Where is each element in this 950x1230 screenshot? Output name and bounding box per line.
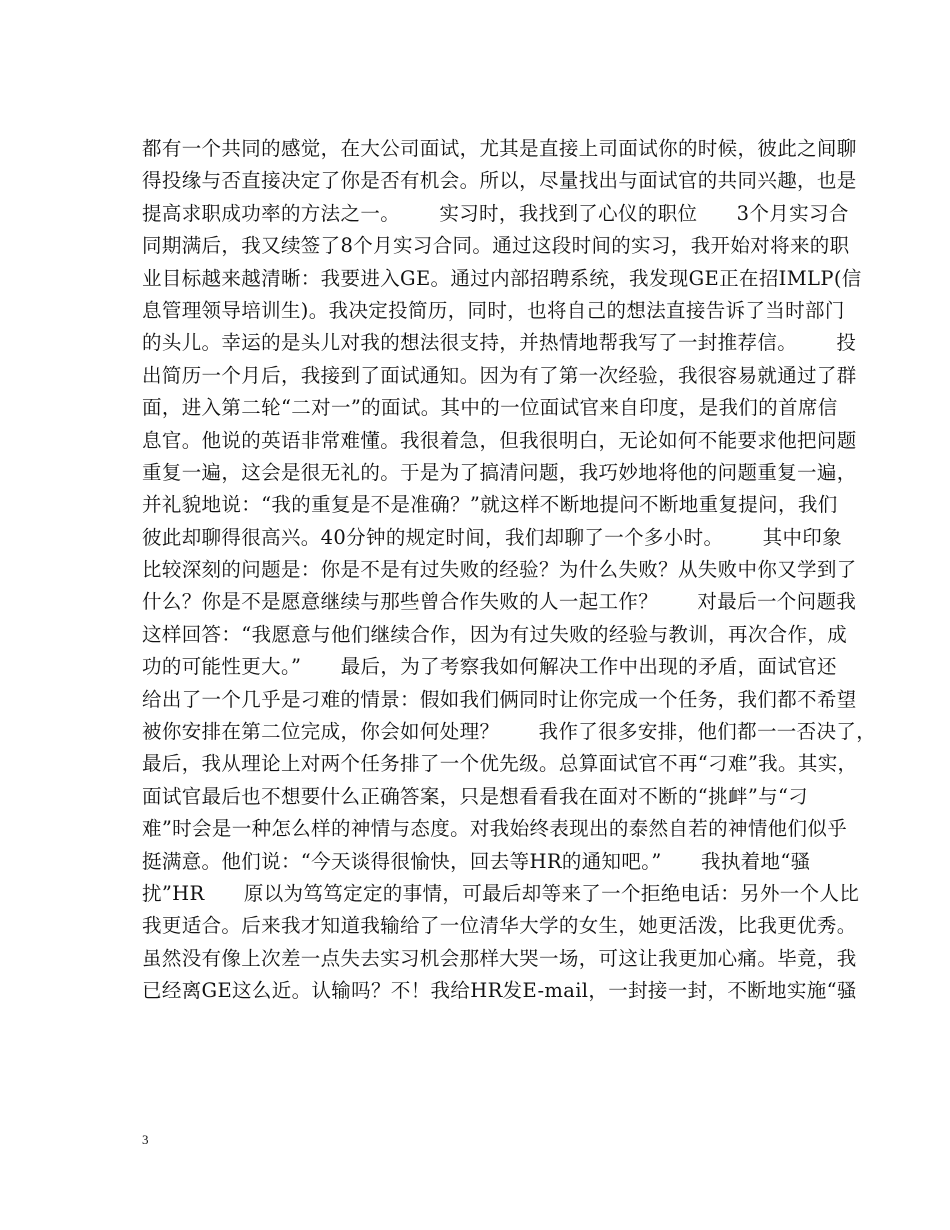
text-line: 面试官最后也不想要什么正确答案，只是想看看我在面对不断的“挑衅”与“刁 [142, 784, 809, 808]
text-line: 得投缘与否直接决定了你是否有机会。所以，尽量找出与面试官的共同兴趣，也是 [142, 169, 857, 193]
text-line: 比较深刻的问题是：你是不是有过失败的经验？为什么失败？从失败中你又学到了 [142, 558, 857, 582]
text-line: 出简历一个月后，我接到了面试通知。因为有了第一次经验，我很容易就通过了群 [142, 363, 857, 387]
text-line: 虽然没有像上次差一点失去实习机会那样大哭一场，可这让我更加心痛。毕竟，我 [142, 946, 857, 970]
text-line: 都有一个共同的感觉，在大公司面试，尤其是直接上司面试你的时候，彼此之间聊 [142, 137, 857, 160]
text-line: 被你安排在第二位完成，你会如何处理？ 我作了很多安排，他们都一一否决了， [142, 720, 877, 744]
text-line: 已经离GE这么近。认输吗？不！我给HR发E-mail，一封接一封，不断地实施“骚 [142, 979, 857, 1003]
text-line: 我更适合。后来我才知道我输给了一位清华大学的女生，她更活泼，比我更优秀。 [142, 914, 857, 938]
text-line: 提高求职成功率的方法之一。 实习时，我找到了心仪的职位 3个月实习合 [142, 201, 849, 225]
text-line: 息管理领导培训生)。我决定投简历，同时，也将自己的想法直接告诉了当时部门 [142, 298, 845, 322]
text-line: 面，进入第二轮“二对一”的面试。其中的一位面试官来自印度，是我们的首席信 [142, 396, 838, 420]
text-line: 功的可能性更大。” 最后，为了考察我如何解决工作中出现的矛盾，面试官还 [142, 655, 837, 679]
text-line: 息官。他说的英语非常难懂。我很着急，但我很明白，无论如何不能要求他把问题 [142, 428, 857, 452]
text-line: 难”时会是一种怎么样的神情与态度。对我始终表现出的泰然自若的神情他们似乎 [142, 817, 848, 841]
text-line: 给出了一个几乎是刁难的情景：假如我们俩同时让你完成一个任务，我们都不希望 [142, 687, 857, 711]
text-line: 同期满后，我又续签了8个月实习合同。通过这段时间的实习，我开始对将来的职 [142, 234, 850, 258]
page-number: 3 [142, 1132, 149, 1147]
text-line: 最后，我从理论上对两个任务排了一个优先级。总算面试官不再“刁难”我。其实， [142, 752, 858, 776]
text-line: 的头儿。幸运的是头儿对我的想法很支持，并热情地帮我写了一封推荐信。 投 [142, 331, 857, 355]
text-line: 并礼貌地说：“我的重复是不是准确？”就这样不断地提问不断地重复提问，我们 [142, 493, 838, 517]
text-line: 这样回答：“我愿意与他们继续合作，因为有过失败的经验与教训，再次合作，成 [142, 622, 848, 646]
text-line: 彼此却聊得很高兴。40分钟的规定时间，我们却聊了一个多小时。 其中印象 [142, 525, 843, 549]
text-line: 业目标越来越清晰：我要进入GE。通过内部招聘系统，我发现GE正在招IMLP(信 [142, 266, 862, 290]
text-line: 扰”HR 原以为笃笃定定的事情，可最后却等来了一个拒绝电话：另外一个人比 [142, 881, 860, 905]
text-line: 挺满意。他们说：“今天谈得很愉快，回去等HR的通知吧。” 我执着地“骚 [142, 849, 811, 873]
text-line: 重复一遍，这会是很无礼的。于是为了搞清问题，我巧妙地将他的问题重复一遍， [142, 460, 857, 484]
text-line: 什么？你是不是愿意继续与那些曾合作失败的人一起工作？ 对最后一个问题我 [142, 590, 857, 614]
body-text [142, 133, 877, 1008]
